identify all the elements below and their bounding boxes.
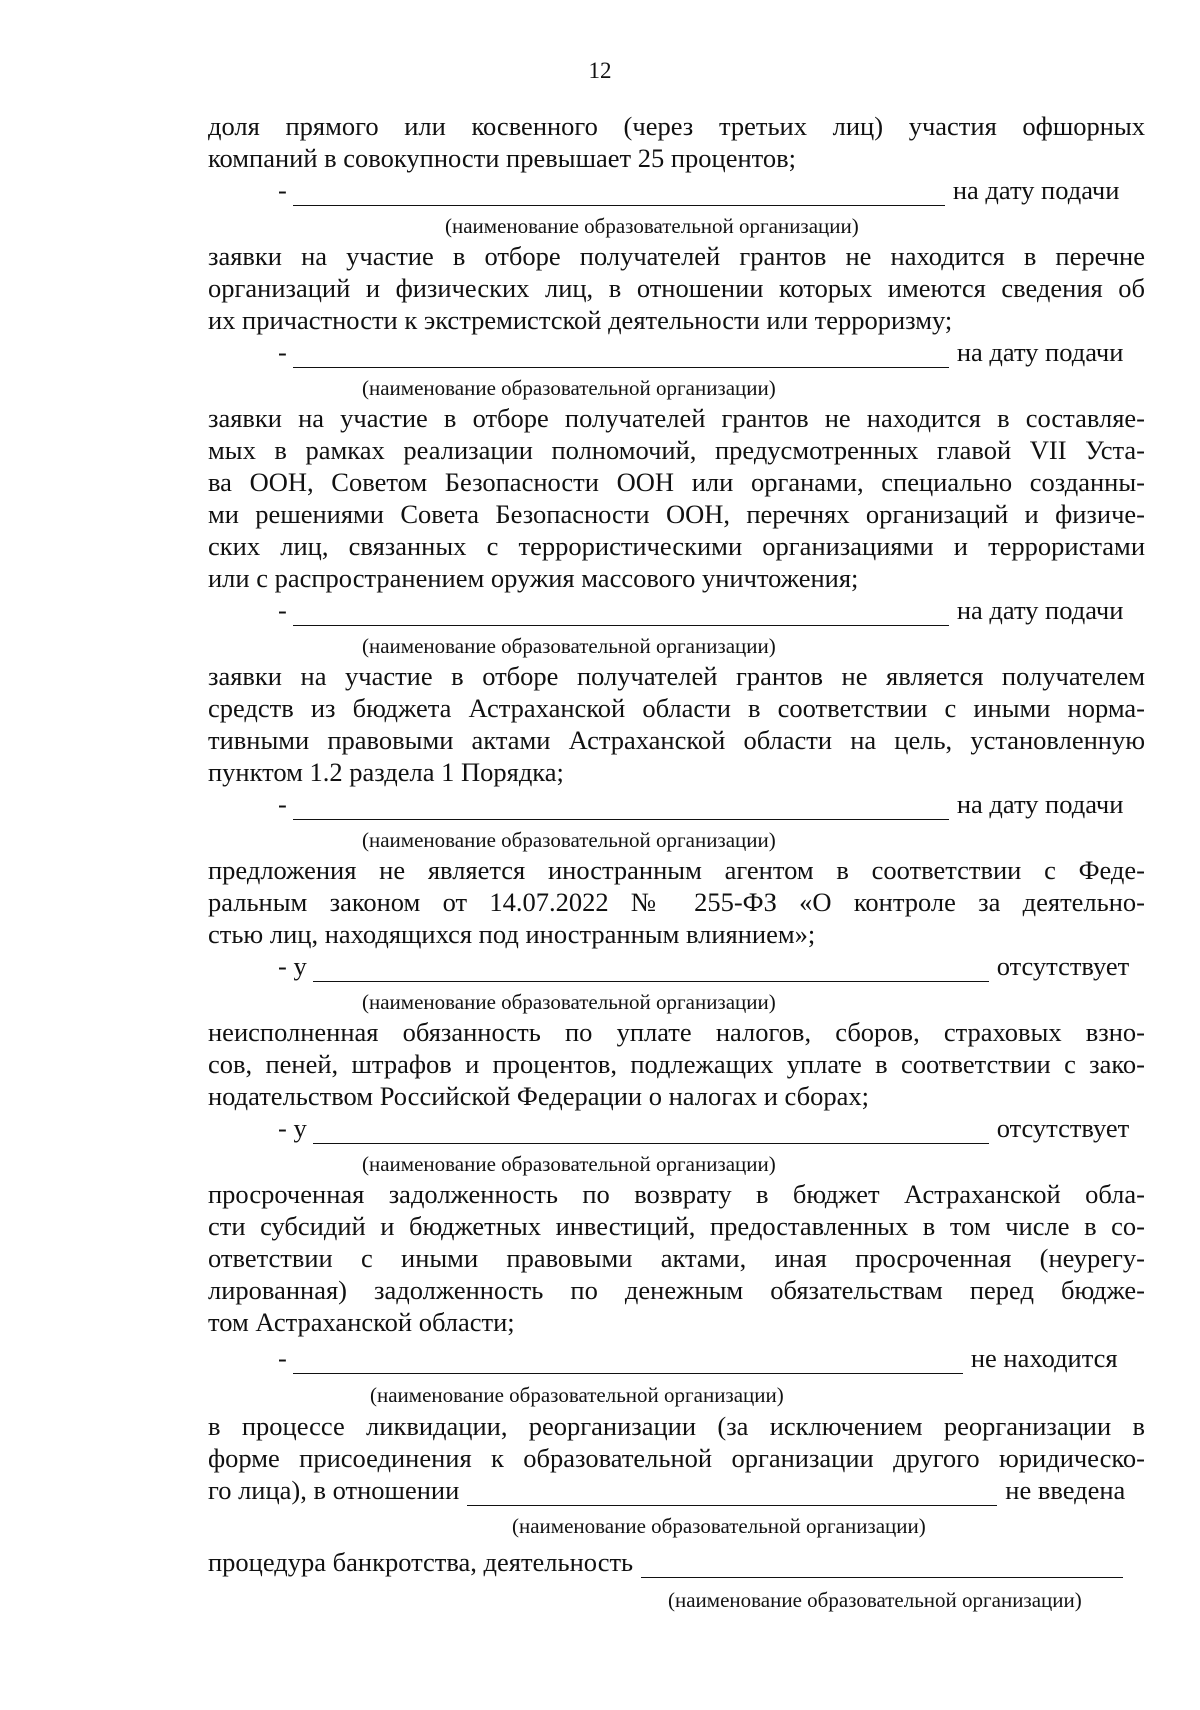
- text-line: заявки на участие в отборе получателей грантов не является получателем: [208, 661, 1145, 691]
- text-line: неисполненная обязанность по уплате налогов, сборов, страховых взно-: [208, 1017, 1145, 1047]
- fill-in-blank[interactable]: [293, 1349, 963, 1374]
- blank-caption: (наименование образовательной организации): [668, 1588, 1082, 1612]
- blank-tail-text: на дату подачи: [956, 337, 1124, 367]
- text-line: в процессе ликвидации, реорганизации (за исключением реорганизации в: [208, 1411, 1145, 1441]
- fill-in-blank[interactable]: [313, 1119, 989, 1144]
- text-line: мых в рамках реализации полномочий, предусмотренных главой VII Уста-: [208, 435, 1145, 465]
- text-line: заявки на участие в отборе получателей грантов не находится в составляе-: [208, 403, 1145, 433]
- text-line: организаций и физических лиц, в отношении которых имеются сведения об: [208, 273, 1145, 303]
- text-line: ответствии с иными правовыми актами, иная просроченная (неурегу-: [208, 1243, 1145, 1273]
- fill-in-blank[interactable]: [293, 795, 949, 820]
- text-line: нодательством Российской Федерации о налогах и сборах;: [208, 1081, 869, 1111]
- fill-in-blank[interactable]: [467, 1481, 997, 1506]
- text-line: ских лиц, связанных с террористическими организациями и террористами: [208, 531, 1145, 561]
- blank-field-row: [278, 1112, 1129, 1144]
- blank-caption: (наименование образовательной организации): [362, 1152, 776, 1176]
- text-line: предложения не является иностранным агентом в соответствии с Феде-: [208, 855, 1145, 885]
- blank-field-row: [278, 174, 1119, 206]
- text-line: ральным законом от 14.07.2022 № 255-ФЗ «О контроле за деятельно-: [208, 887, 1145, 917]
- text-line: компаний в совокупности превышает 25 процентов;: [208, 143, 796, 173]
- text-line: процедура банкротства, деятельность: [208, 1547, 634, 1577]
- text-line: сти субсидий и бюджетных инвестиций, предоставленных в том числе в со-: [208, 1211, 1145, 1241]
- dash-marker: -: [278, 595, 287, 625]
- blank-tail-text: не находится: [970, 1343, 1118, 1373]
- blank-field-row: [278, 336, 1123, 368]
- text-line: просроченная задолженность по возврату в бюджет Астраханской обла-: [208, 1179, 1145, 1209]
- fill-in-blank[interactable]: [293, 601, 949, 626]
- dash-marker: -: [278, 1343, 287, 1373]
- text-line: или с распространением оружия массового уничтожения;: [208, 563, 859, 593]
- text-line: заявки на участие в отборе получателей грантов не находится в перечне: [208, 241, 1145, 271]
- fill-in-blank[interactable]: [293, 343, 949, 368]
- text-line: доля прямого или косвенного (через третьих лиц) участия офшорных: [208, 111, 1145, 141]
- blank-caption: (наименование образовательной организации): [370, 1383, 784, 1407]
- blank-field-row: [278, 788, 1123, 820]
- text-line: стью лиц, находящихся под иностранным влиянием»;: [208, 919, 816, 949]
- text-line: форме присоединения к образовательной организации другого юридическо-: [208, 1443, 1145, 1473]
- blank-field-row: [278, 950, 1129, 982]
- dash-marker: - у: [278, 951, 307, 981]
- fill-in-blank[interactable]: [313, 957, 989, 982]
- blank-field-row: [278, 594, 1123, 626]
- text-line: лированная) задолженность по денежным обязательствам перед бюдже-: [208, 1275, 1145, 1305]
- text-line: том Астраханской области;: [208, 1307, 515, 1337]
- text-line: ва ООН, Советом Безопасности ООН или органами, специально созданны-: [208, 467, 1145, 497]
- blank-caption: (наименование образовательной организации): [362, 828, 776, 852]
- dash-marker: -: [278, 175, 287, 205]
- text-line: сов, пеней, штрафов и процентов, подлежащих уплате в соответствии с зако-: [208, 1049, 1145, 1079]
- blank-caption: (наименование образовательной организации): [445, 214, 859, 238]
- blank-field-row: [208, 1546, 1123, 1578]
- dash-marker: -: [278, 789, 287, 819]
- text-line: пунктом 1.2 раздела 1 Порядка;: [208, 757, 564, 787]
- fill-in-blank[interactable]: [641, 1553, 1123, 1578]
- page-number: 12: [588, 58, 612, 83]
- blank-tail-text: не введена: [1005, 1475, 1126, 1505]
- blank-tail-text: на дату подачи: [956, 595, 1124, 625]
- fill-in-blank[interactable]: [293, 181, 945, 206]
- blank-caption: (наименование образовательной организации): [512, 1514, 926, 1538]
- text-line: го лица), в отношении: [208, 1475, 460, 1505]
- blank-caption: (наименование образовательной организации): [362, 376, 776, 400]
- text-line: средств из бюджета Астраханской области в соответствии с иными норма-: [208, 693, 1145, 723]
- text-line: ми решениями Совета Безопасности ООН, перечнях организаций и физиче-: [208, 499, 1145, 529]
- blank-field-row: [278, 1342, 1118, 1374]
- blank-caption: (наименование образовательной организации): [362, 634, 776, 658]
- blank-tail-text: отсутствует: [996, 1113, 1130, 1143]
- dash-marker: - у: [278, 1113, 307, 1143]
- blank-caption: (наименование образовательной организации): [362, 990, 776, 1014]
- blank-field-row: [208, 1474, 1125, 1506]
- blank-tail-text: на дату подачи: [956, 789, 1124, 819]
- blank-tail-text: на дату подачи: [952, 175, 1120, 205]
- text-line: их причастности к экстремистской деятельности или терроризму;: [208, 305, 953, 335]
- text-line: тивными правовыми актами Астраханской области на цель, установленную: [208, 725, 1145, 755]
- dash-marker: -: [278, 337, 287, 367]
- blank-tail-text: отсутствует: [996, 951, 1130, 981]
